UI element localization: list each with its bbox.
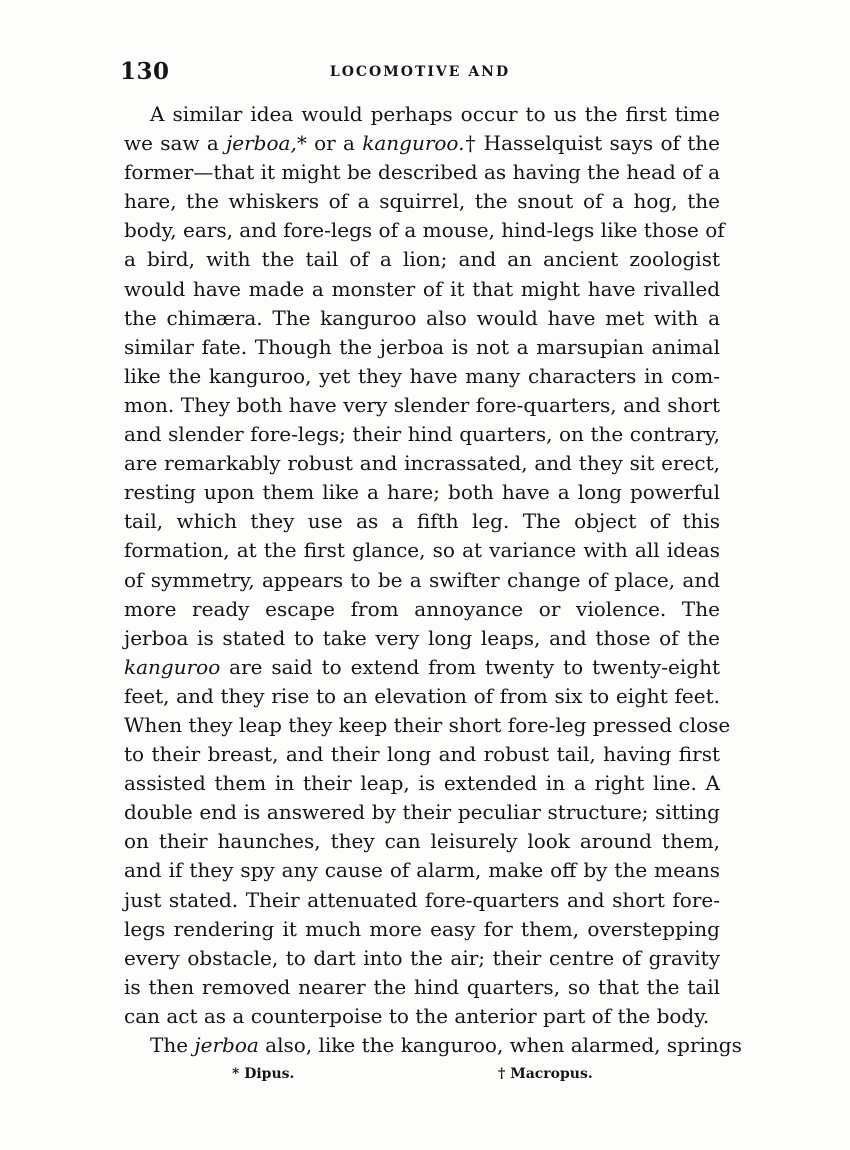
text-line: jerboa is stated to take very long leaps, and those of the [124,625,720,650]
text-line: a bird, with the tail of a lion; and an ancient zoologist [124,247,720,272]
text-line: mon. They both have very slender fore-quarters, and short [124,392,720,417]
footnote-macropus: † Macropus. [498,1066,593,1082]
text-line: just stated. Their attenuated fore-quarters and short fore- [124,887,720,912]
text-line: former—that it might be described as having the head of a [124,160,720,185]
text-line: body, ears, and fore-legs of a mouse, hind-legs like those of [124,218,725,243]
text-line: like the kanguroo, yet they have many characters in com- [124,363,720,388]
text-line: more ready escape from annoyance or violence. The [124,596,720,621]
text-line: The jerboa also, like the kanguroo, when alarmed, springs [150,1033,742,1057]
text-line: and slender fore-legs; their hind quarters, on the contrary, [124,422,720,447]
footnote-dipus: * Dipus. [232,1066,295,1082]
text-line: When they leap they keep their short fore-leg pressed close [124,712,731,737]
text-line: is then removed nearer the hind quarters, so that the tail [124,974,720,999]
emphasis-jerboa: jerboa [194,1033,259,1057]
text-line: the chimæra. The kanguroo also would have met with a [124,305,720,330]
text-line: legs rendering it much more easy for them, overstepping [124,916,720,941]
emphasis-kanguroo: kanguroo. [362,131,465,156]
text-line: formation, at the first glance, so at variance with all ideas [124,538,720,563]
text-line: assisted them in their leap, is extended in a right line. A [124,771,720,796]
body-text [124,100,742,1060]
page-header [120,58,720,92]
text-line: hare, the whiskers of a squirrel, the snout of a hog, the [124,189,720,214]
emphasis-kanguroo: kanguroo [124,654,221,679]
text-line: kanguroo are said to extend from twenty to twenty-eight [124,654,720,679]
footnotes [120,1066,720,1092]
emphasis-jerboa: jerboa, [226,131,297,156]
text-line: similar fate. Though the jerboa is not a marsupian animal [124,334,720,359]
text-line: of symmetry, appears to be a swifter change of place, and [124,567,720,592]
running-head: LOCOMOTIVE AND [329,64,511,80]
text-line: every obstacle, to dart into the air; their centre of gravity [124,945,720,970]
text-line: tail, which they use as a fifth leg. The object of this [124,509,720,534]
text-line: we saw a jerboa,* or a kanguroo.† Hasselquist says of the [124,131,720,156]
page-number: 130 [120,58,170,85]
text-line: feet, and they rise to an elevation of from six to eight feet. [124,683,720,708]
text-line: double end is answered by their peculiar structure; sitting [124,800,720,825]
text-line: can act as a counterpoise to the anterior part of the body. [124,1003,710,1028]
text-line: are remarkably robust and incrassated, and they sit erect, [124,451,720,476]
text-line: would have made a monster of it that might have rivalled [124,276,720,301]
text-line: and if they spy any cause of alarm, make off by the means [124,858,720,883]
text-line: resting upon them like a hare; both have a long powerful [124,480,720,505]
text-line: A similar idea would perhaps occur to us the first time [150,102,720,126]
text-line: on their haunches, they can leisurely look around them, [124,829,720,854]
text-line: to their breast, and their long and robust tail, having first [124,742,720,767]
